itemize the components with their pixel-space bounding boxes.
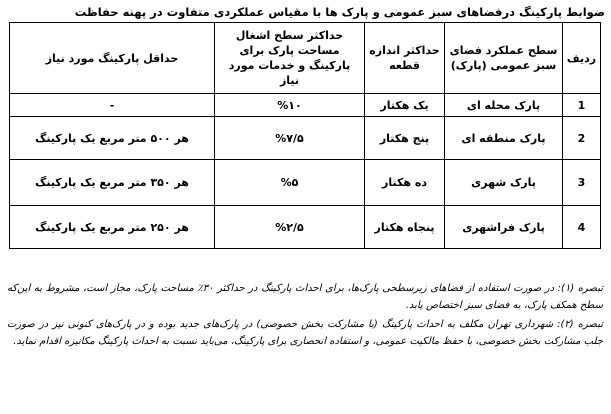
cell-max-size: ده هکتار (365, 160, 445, 206)
table-row (10, 117, 601, 160)
header-min-parking: حداقل پارکینگ مورد نیاز (10, 23, 215, 94)
cell-max-size: یک هکتار (365, 94, 445, 117)
header-row-number: ردیف (563, 23, 601, 94)
cell-max-area: %۲/۵ (215, 206, 365, 249)
cell-max-size: پنج هکتار (365, 117, 445, 160)
cell-row-number: 3 (563, 160, 601, 206)
cell-max-size: پنجاه هکتار (365, 206, 445, 249)
cell-max-area: %۱۰ (215, 94, 365, 117)
cell-row-number: 4 (563, 206, 601, 249)
note-2: تبصره (۲): شهرداری تهران مکلف به احداث پارکینگ (با مشارکت بخش خصوصی) در پارک‌های جدید بوده و در پارک‌های کنونی نیز در صورت جلب مشارکت بخش خصوصی، با حفظ مالکیت عمومی، و استفاده انحصاری برای پارکینگ، می‌باید نسبت به احداث پارکینگ مکانیزه اقدام نماید. (7, 319, 603, 347)
notes-section (7, 280, 603, 352)
cell-function-level: پارک شهری (445, 160, 563, 206)
note-1: تبصره (۱): در صورت استفاده از فضاهای زیرسطحی پارک‌ها، برای احداث پارکینگ در حداکثر ۳۰٪ مساحت پارک، مجاز است، مشروط به این‌که سطح همکف پارک، به فضای سبز اختصاص یابد. (7, 283, 603, 311)
header-max-area: حداکثر سطح اشغال مساحت پارک برای پارکینگ و خدمات مورد نیاز (215, 23, 365, 94)
table-row (10, 206, 601, 249)
table-row (10, 160, 601, 206)
cell-min-parking: هر ۳۵۰ متر مربع یک پارکینگ (10, 160, 215, 206)
cell-min-parking: - (10, 94, 215, 117)
parking-rules-table (9, 22, 601, 249)
table-header-row (10, 23, 601, 94)
header-max-size: حداکثر اندازه قطعه (365, 23, 445, 94)
cell-function-level: پارک منطقه ای (445, 117, 563, 160)
cell-max-area: %۷/۵ (215, 117, 365, 160)
cell-min-parking: هر ۵۰۰ متر مربع یک پارکینگ (10, 117, 215, 160)
cell-row-number: 1 (563, 94, 601, 117)
header-function-level: سطح عملکرد فضای سبز عمومی (پارک) (445, 23, 563, 94)
cell-function-level: پارک محله ای (445, 94, 563, 117)
cell-row-number: 2 (563, 117, 601, 160)
cell-function-level: پارک فراشهری (445, 206, 563, 249)
cell-min-parking: هر ۲۵۰ متر مربع یک پارکینگ (10, 206, 215, 249)
cell-max-area: %۵ (215, 160, 365, 206)
document-title: ضوابط پارکینگ درفضاهای سبز عمومی و پارک ها با مقیاس عملکردی متفاوت در پهنه حفاظت (74, 5, 605, 19)
table-row (10, 94, 601, 117)
